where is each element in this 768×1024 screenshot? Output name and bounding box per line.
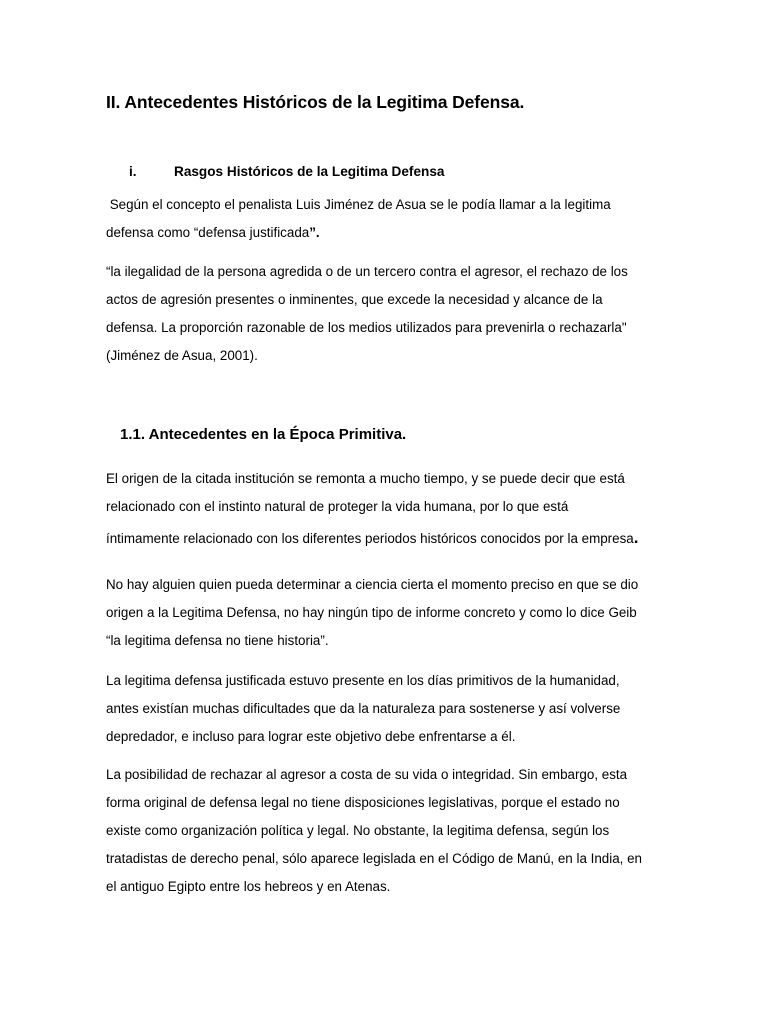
- paragraph-1-line-1: Según el concepto el penalista Luis Jiménez de Asua se le podía llamar a la legitima: [106, 197, 611, 212]
- paragraph-5: [106, 667, 666, 751]
- paragraph-6-line-1: La posibilidad de rechazar al agresor a costa de su vida o integridad. Sin embargo, esta: [106, 767, 628, 782]
- subsection-number: i.: [129, 164, 137, 179]
- paragraph-5-line-3: depredador, e incluso para lograr este objetivo debe enfrentarse a él.: [106, 729, 516, 744]
- paragraph-3-line-3-text: íntimamente relacionado con los diferentes periodos históricos conocidos por la empresa: [106, 531, 634, 546]
- paragraph-6-line-2: forma original de defensa legal no tiene disposiciones legislativas, porque el estado no: [106, 795, 620, 810]
- paragraph-4: [106, 571, 666, 655]
- subsection-heading: [129, 164, 444, 179]
- paragraph-6: [106, 761, 666, 901]
- paragraph-3-line-1: El origen de la citada institución se remonta a mucho tiempo, y se puede decir que está: [106, 471, 625, 486]
- paragraph-2-line-2: actos de agresión presentes o inminentes, que excede la necesidad y alcance de la: [106, 292, 603, 307]
- paragraph-1-line-2-text: defensa como “defensa justificada: [106, 225, 310, 240]
- paragraph-2-line-4: (Jiménez de Asua, 2001).: [106, 348, 258, 363]
- paragraph-3: [106, 465, 666, 556]
- paragraph-2-line-1: “la ilegalidad de la persona agredida o de un tercero contra el agresor, el rechazo de los: [106, 264, 628, 279]
- paragraph-6-line-5: el antiguo Egipto entre los hebreos y en Atenas.: [106, 879, 391, 894]
- paragraph-1-line-2-end: ”.: [309, 225, 320, 240]
- paragraph-3-line-3: [106, 521, 666, 556]
- paragraph-2-quote: [106, 258, 666, 370]
- section-1-1-heading: 1.1. Antecedentes en la Época Primitiva.: [120, 426, 407, 443]
- document-title: II. Antecedentes Históricos de la Legitima Defensa.: [106, 92, 525, 112]
- paragraph-3-line-2: relacionado con el instinto natural de proteger la vida humana, por lo que está: [106, 499, 569, 514]
- paragraph-6-line-4: tratadistas de derecho penal, sólo aparece legislada en el Código de Manú, en la India, en: [106, 851, 642, 866]
- paragraph-3-period: .: [633, 528, 639, 547]
- paragraph-6-line-3: existe como organización política y legal. No obstante, la legitima defensa, según los: [106, 823, 610, 838]
- paragraph-2-line-3: defensa. La proporción razonable de los medios utilizados para prevenirla o rechazarla": [106, 320, 627, 335]
- paragraph-1: [106, 191, 666, 247]
- paragraph-4-line-2: origen a la Legitima Defensa, no hay ningún tipo de informe concreto y como lo dice Geib: [106, 605, 637, 620]
- paragraph-1-line-2: [106, 219, 666, 247]
- paragraph-4-line-3: “la legitima defensa no tiene historia”.: [106, 633, 329, 648]
- paragraph-5-line-1: La legitima defensa justificada estuvo presente en los días primitivos de la humanidad,: [106, 673, 620, 688]
- subsection-title: Rasgos Históricos de la Legitima Defensa: [174, 164, 445, 179]
- paragraph-5-line-2: antes existían muchas dificultades que da la naturaleza para sostenerse y así volverse: [106, 701, 621, 716]
- paragraph-4-line-1: No hay alguien quien pueda determinar a ciencia cierta el momento preciso en que se dio: [106, 577, 639, 592]
